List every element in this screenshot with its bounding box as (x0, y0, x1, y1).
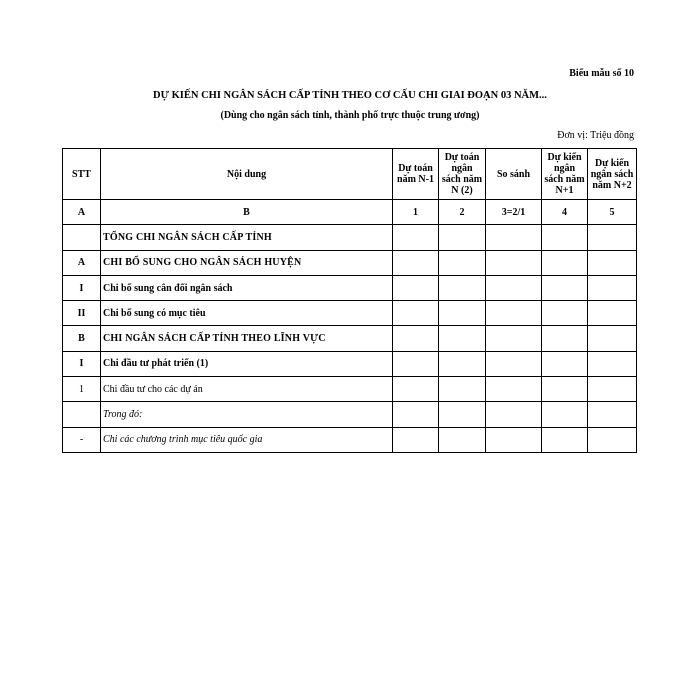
row-content: Chi bổ sung cân đối ngân sách (101, 275, 393, 300)
value-cell (486, 326, 542, 351)
row-stt: A (63, 250, 101, 275)
value-cell (542, 250, 588, 275)
index-cell: 3=2/1 (486, 200, 542, 225)
value-cell (588, 377, 637, 402)
table-row (63, 351, 637, 376)
row-content: Chi đầu tư phát triển (1) (101, 351, 393, 376)
index-cell: 2 (439, 200, 486, 225)
row-stt: - (63, 427, 101, 452)
value-cell (439, 351, 486, 376)
table-row (63, 326, 637, 351)
row-content: TỔNG CHI NGÂN SÁCH CẤP TỈNH (101, 225, 393, 250)
value-cell (588, 402, 637, 427)
value-cell (439, 377, 486, 402)
value-cell (542, 326, 588, 351)
value-cell (439, 402, 486, 427)
index-cell: 5 (588, 200, 637, 225)
row-content: CHI NGÂN SÁCH CẤP TỈNH THEO LĨNH VỰC (101, 326, 393, 351)
row-content: CHI BỔ SUNG CHO NGÂN SÁCH HUYỆN (101, 250, 393, 275)
value-cell (486, 351, 542, 376)
value-cell (439, 427, 486, 452)
header-forecast-n2: Dự kiến ngân sách năm N+2 (588, 149, 637, 200)
document-title: DỰ KIẾN CHI NGÂN SÁCH CẤP TỈNH THEO CƠ CẤU CHI GIAI ĐOẠN 03 NĂM... (153, 90, 547, 101)
index-cell: 4 (542, 200, 588, 225)
row-stt: I (63, 275, 101, 300)
table-row (63, 402, 637, 427)
table-row (63, 377, 637, 402)
value-cell (393, 301, 439, 326)
value-cell (439, 250, 486, 275)
value-cell (486, 225, 542, 250)
value-cell (542, 351, 588, 376)
value-cell (393, 225, 439, 250)
index-cell: B (101, 200, 393, 225)
index-row (63, 200, 637, 225)
table-row (63, 225, 637, 250)
value-cell (393, 250, 439, 275)
value-cell (588, 427, 637, 452)
row-stt (63, 402, 101, 427)
value-cell (542, 275, 588, 300)
row-stt: 1 (63, 377, 101, 402)
value-cell (542, 402, 588, 427)
table-row (63, 427, 637, 452)
row-stt: B (63, 326, 101, 351)
index-cell: A (63, 200, 101, 225)
table-row (63, 301, 637, 326)
value-cell (588, 326, 637, 351)
form-number: Biểu mẫu số 10 (569, 68, 634, 79)
value-cell (588, 351, 637, 376)
budget-table (62, 148, 637, 453)
row-stt: I (63, 351, 101, 376)
value-cell (588, 250, 637, 275)
row-stt (63, 225, 101, 250)
value-cell (439, 301, 486, 326)
value-cell (393, 377, 439, 402)
table-row (63, 250, 637, 275)
row-content: Trong đó: (101, 402, 393, 427)
unit-label: Đơn vị: Triệu đồng (557, 130, 634, 141)
value-cell (439, 225, 486, 250)
header-content: Nội dung (101, 149, 393, 200)
header-stt: STT (63, 149, 101, 200)
value-cell (588, 301, 637, 326)
value-cell (486, 301, 542, 326)
value-cell (486, 275, 542, 300)
value-cell (393, 326, 439, 351)
row-stt: II (63, 301, 101, 326)
index-cell: 1 (393, 200, 439, 225)
value-cell (439, 275, 486, 300)
value-cell (486, 427, 542, 452)
value-cell (542, 427, 588, 452)
value-cell (393, 402, 439, 427)
header-forecast-n1: Dự kiến ngân sách năm N+1 (542, 149, 588, 200)
header-estimate-n: Dự toán ngân sách năm N (2) (439, 149, 486, 200)
value-cell (439, 326, 486, 351)
value-cell (588, 225, 637, 250)
header-estimate-prev: Dự toán năm N-1 (393, 149, 439, 200)
value-cell (486, 377, 542, 402)
row-content: Chi bổ sung có mục tiêu (101, 301, 393, 326)
header-row (63, 149, 637, 200)
row-content: Chi đầu tư cho các dự án (101, 377, 393, 402)
value-cell (486, 250, 542, 275)
value-cell (588, 275, 637, 300)
value-cell (393, 351, 439, 376)
value-cell (486, 402, 542, 427)
value-cell (542, 225, 588, 250)
row-content: Chi các chương trình mục tiêu quốc gia (101, 427, 393, 452)
value-cell (542, 377, 588, 402)
value-cell (542, 301, 588, 326)
value-cell (393, 275, 439, 300)
header-compare: So sánh (486, 149, 542, 200)
document-subtitle: (Dùng cho ngân sách tỉnh, thành phố trực thuộc trung ương) (220, 110, 480, 121)
value-cell (393, 427, 439, 452)
table-row (63, 275, 637, 300)
